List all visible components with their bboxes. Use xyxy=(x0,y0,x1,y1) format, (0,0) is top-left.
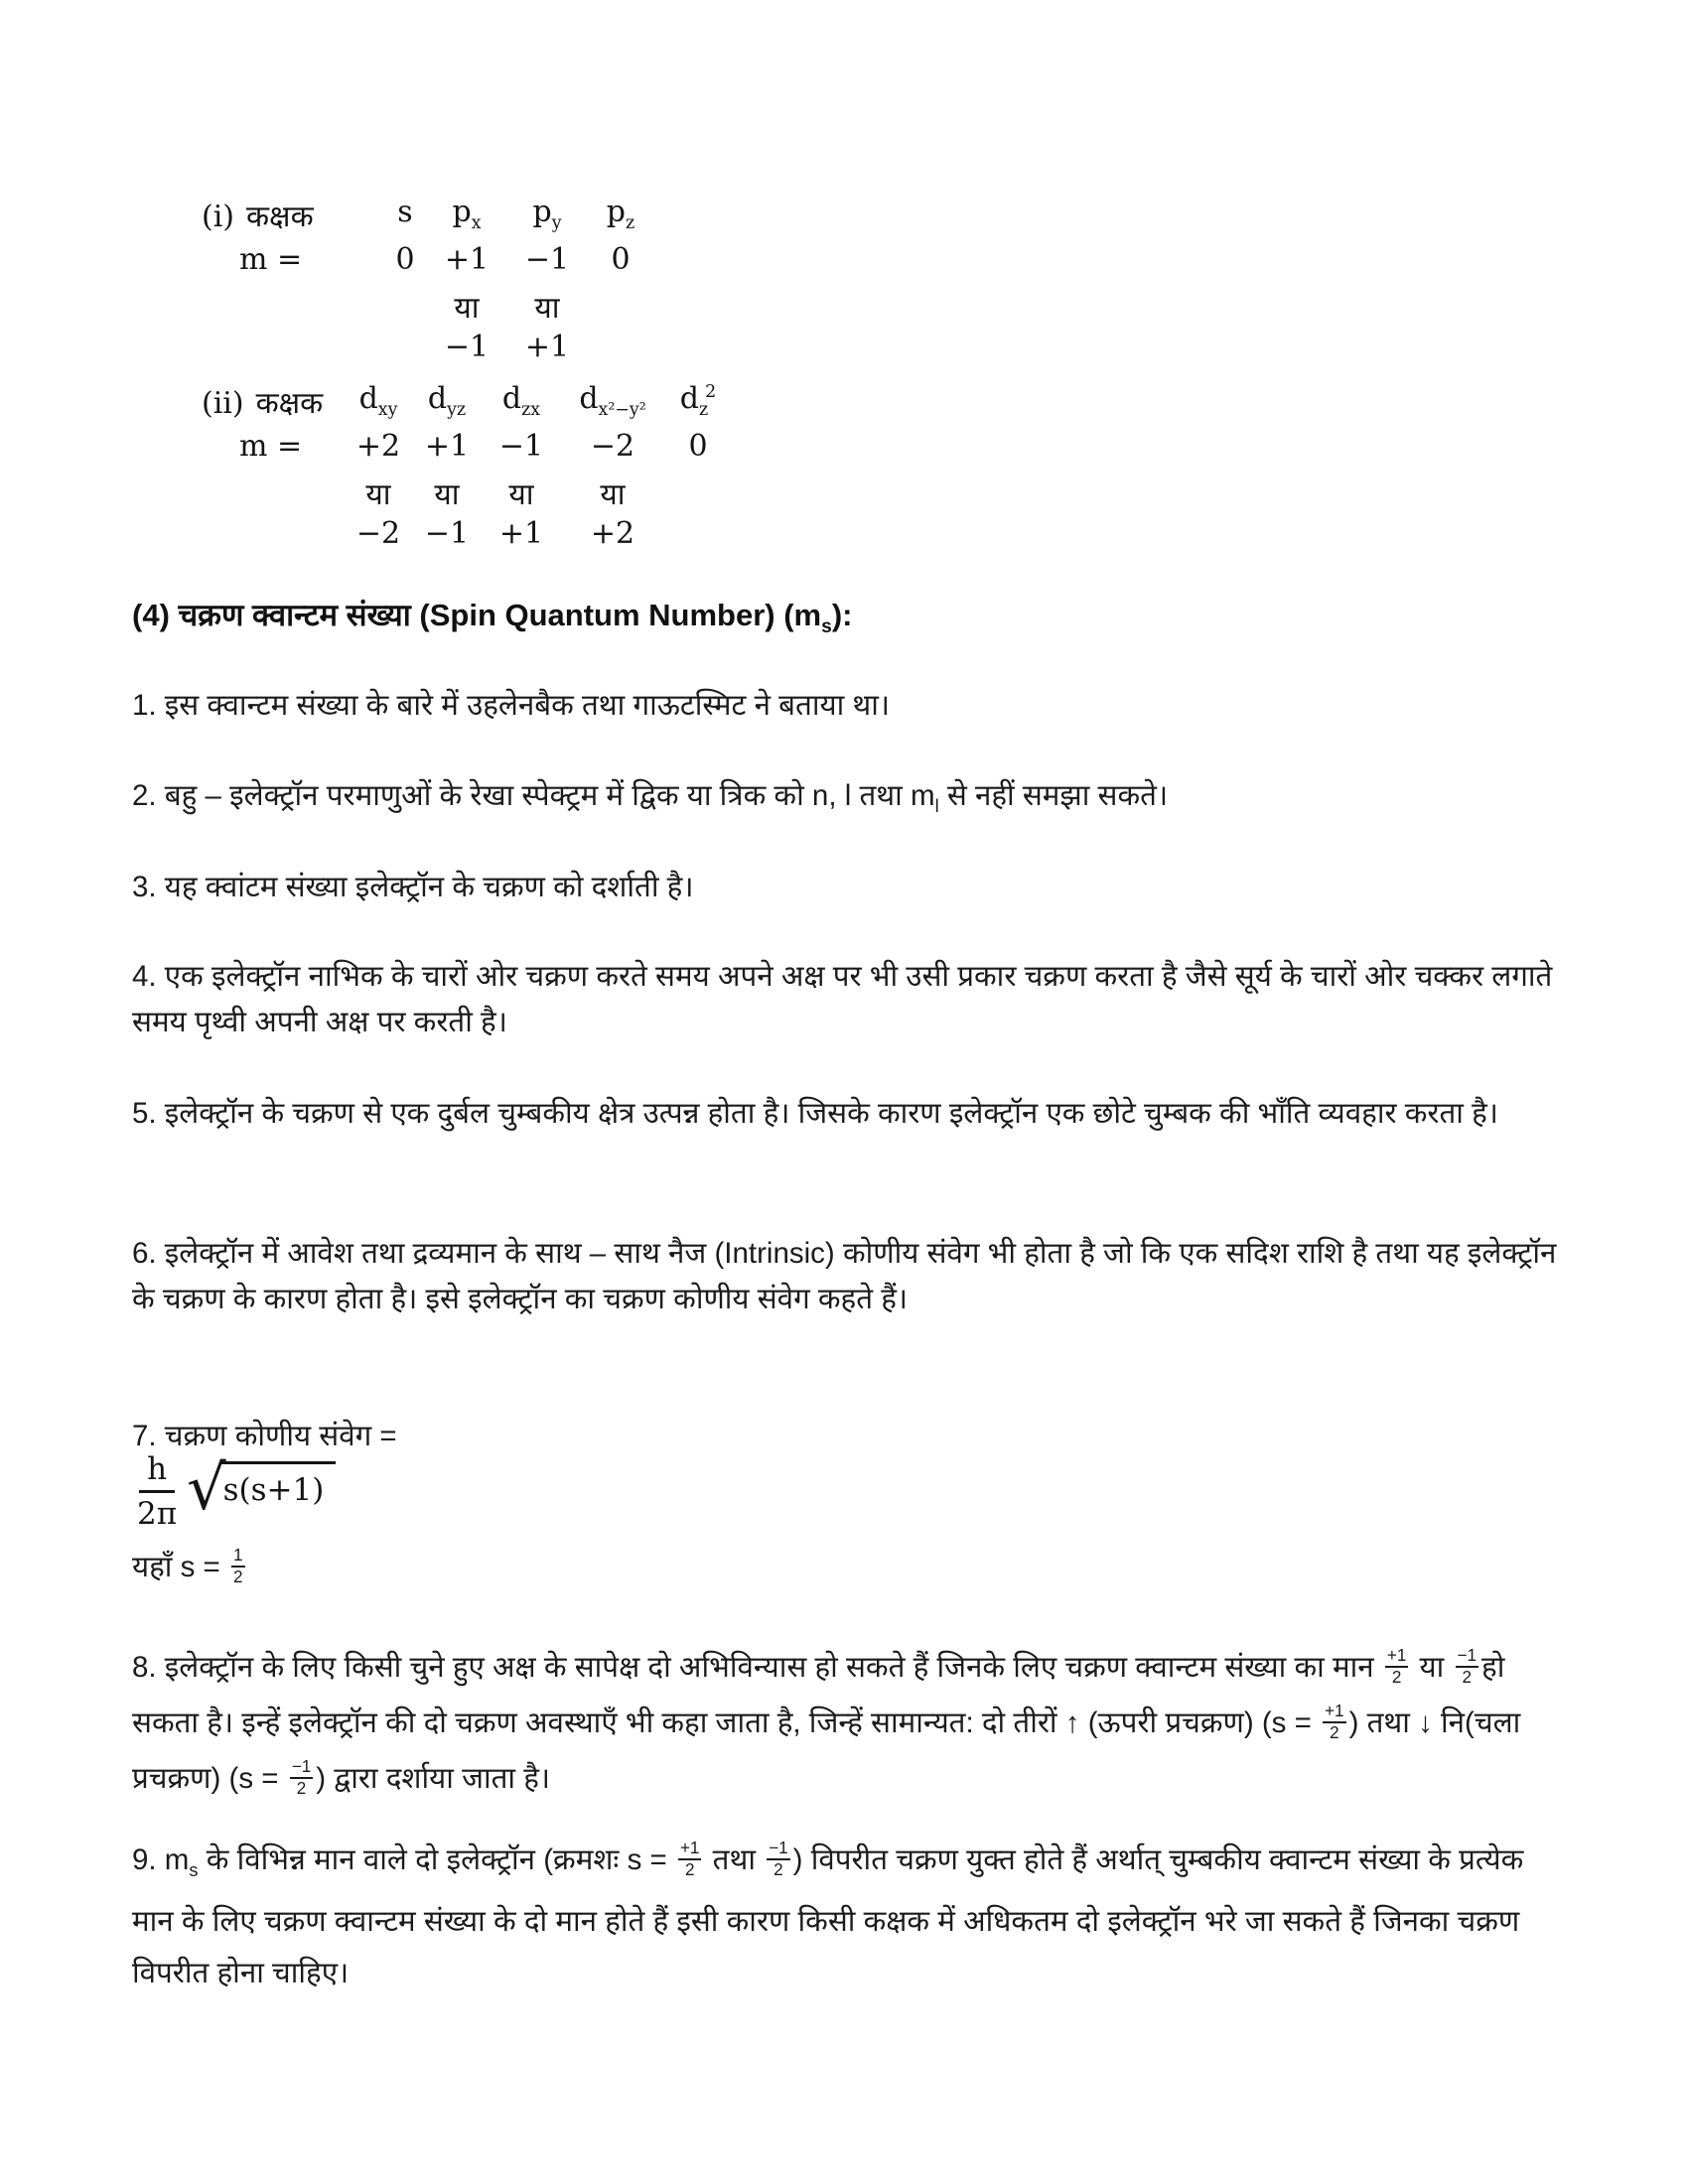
m-value-cell: या xyxy=(534,291,560,326)
m-value-cell: −1 xyxy=(498,429,544,464)
orbital-column-dzx xyxy=(483,381,560,560)
m-value-cell: +1 xyxy=(444,242,490,277)
m-equals-label: m = xyxy=(239,242,303,277)
section-heading: (4) चक्रण क्वान्टम संख्या (Spin Quantum Number) $(m_s)$: xyxy=(132,598,853,638)
radicand: s(s+1) xyxy=(219,1461,337,1508)
orbital-header: $p_x$ xyxy=(452,195,482,233)
point-7: 7. चक्रण कोणीय संवेग = xyxy=(132,1420,397,1452)
m-value-cell: या xyxy=(600,478,626,512)
point-8: 8. इलेक्ट्रॉन के लिए किसी चुने हुए अक्ष के सापेक्ष दो अभिविन्यास हो सकते हैं जिनके लिए चक्रण क्वान्टम संख्या का मान $\frac{+1}{2}$ या $\frac{-1}{2}$ हो सकता है। इन्हें इलेक्ट्रॉन की दो चक्रण अवस्थाएँ भी कहा जाता है, जिन्हें सामान्यत: दो तीरों ↑ (ऊपरी प्रचक्रण) (s = $\frac{+1}{2}$ ) तथा ↓ नि(चला प्रचक्रण) (s = $\frac{-1}{2}$ ) द्वारा दर्शाया जाता है। xyxy=(132,1645,1521,1798)
orbital-row-ii xyxy=(202,381,731,560)
point-5: 5. इलेक्ट्रॉन के चक्रण से एक दुर्बल चुम्बकीय क्षेत्र उत्पन्न होता है। जिसके कारण इलेक्ट्रॉन एक छोटे चुम्बक की भाँति व्यवहार करता है। xyxy=(132,1097,1498,1130)
m-value-cell: +2 xyxy=(590,516,635,551)
m-value-cell: −2 xyxy=(355,516,401,551)
m-value-cell: या xyxy=(454,291,480,326)
m-value-cell: −1 xyxy=(444,330,490,364)
m-value-cell: +2 xyxy=(355,429,401,464)
m-value-cell: या xyxy=(365,478,391,512)
h-over-2pi-fraction xyxy=(137,1451,177,1532)
row-index: (i) xyxy=(202,200,235,234)
row-label: कक्षक xyxy=(255,386,324,421)
orbital-column-px xyxy=(430,195,503,373)
m-value-cell: या xyxy=(508,478,534,512)
orbital-header: $p_y$ xyxy=(532,195,562,233)
m-value-cell: +1 xyxy=(498,516,544,551)
orbital-header: $d_z^2$ xyxy=(679,381,717,420)
point-4: 4. एक इलेक्ट्रॉन नाभिक के चारों ओर चक्रण करते समय अपने अक्ष पर भी उसी प्रकार चक्रण करता है जैसे सूर्य के चारों ओर चक्कर लगाते समय पृथ्वी अपनी अक्ष पर करती है। xyxy=(132,960,1553,1038)
orbital-column-dxy xyxy=(346,381,411,560)
orbital-header: $d_{yz}$ xyxy=(427,381,467,420)
orbital-header: $d_{xy}$ xyxy=(358,381,398,420)
m-value-cell: +1 xyxy=(424,429,470,464)
orbital-column-s xyxy=(380,195,430,373)
radical-sign-icon: √ xyxy=(187,1450,226,1524)
m-value-cell: या xyxy=(434,478,460,512)
row-index: (ii) xyxy=(202,386,244,421)
orbital-m-table xyxy=(202,195,731,560)
orbital-row-i xyxy=(202,195,731,373)
orbital-row-i-label xyxy=(202,195,380,286)
m-value-cell: 0 xyxy=(395,242,415,277)
s-value-note: यहाँ s = $\frac{1}{2}$ xyxy=(132,1545,243,1586)
spin-angular-momentum-formula xyxy=(137,1451,336,1532)
m-value-cell: −1 xyxy=(424,516,470,551)
point-9: 9. $m_s$ के विभिन्न मान वाले दो इलेक्ट्रॉन (क्रमशः s = $\frac{+1}{2}$ तथा $\frac{-1}{2}$ ) विपरीत चक्रण युक्त होते हैं अर्थात् चुम्बकीय क्वान्टम संख्या के प्रत्येक मान के लिए चक्रण क्वान्टम संख्या के दो मान होते हैं इसी कारण किसी कक्षक में अधिकतम दो इलेक्ट्रॉन भरे जा सकते हैं जिनका चक्रण विपरीत होना चाहिए। xyxy=(132,1838,1524,1989)
square-root xyxy=(187,1450,336,1524)
orbital-column-dx2y2 xyxy=(560,381,665,560)
fraction-numerator: h xyxy=(139,1451,175,1493)
orbital-header: s xyxy=(397,195,413,229)
m-value-cell: +1 xyxy=(524,330,570,364)
m-value-cell: 0 xyxy=(688,429,708,464)
orbital-header: $d_{x^2-y^2}$ xyxy=(579,381,646,420)
orbital-column-dz2 xyxy=(665,381,731,560)
fraction-denominator: 2π xyxy=(137,1496,178,1532)
orbital-header: $d_{zx}$ xyxy=(501,381,541,420)
point-6: 6. इलेक्ट्रॉन में आवेश तथा द्रव्यमान के साथ – साथ नैज (Intrinsic) कोणीय संवेग भी होता है जो कि एक सदिश राशि है तथा यह इलेक्ट्रॉन के चक्रण के कारण होता है। इसे इलेक्ट्रॉन का चक्रण कोणीय संवेग कहते हैं। xyxy=(132,1237,1557,1315)
m-equals-label: m = xyxy=(239,429,303,464)
orbital-column-dyz xyxy=(411,381,483,560)
m-value-cell: 0 xyxy=(611,242,631,277)
point-2: 2. बहु – इलेक्ट्रॉन परमाणुओं के रेखा स्पेक्ट्रम में द्विक या त्रिक को n, l तथा $m_l$ से नहीं समझा सकते। xyxy=(132,779,1169,816)
orbital-row-ii-label xyxy=(202,381,346,473)
point-1: 1. इस क्वान्टम संख्या के बारे में उहलेनबैक तथा गाऊटस्मिट ने बताया था। xyxy=(132,689,891,722)
m-value-cell: −2 xyxy=(590,429,635,464)
orbital-column-py xyxy=(503,195,591,373)
point-3: 3. यह क्वांटम संख्या इलेक्ट्रॉन के चक्रण को दर्शाती है। xyxy=(132,871,694,903)
m-value-cell: −1 xyxy=(524,242,570,277)
row-label: कक्षक xyxy=(246,200,314,234)
orbital-header: $p_z$ xyxy=(606,195,635,233)
orbital-column-pz xyxy=(591,195,650,373)
